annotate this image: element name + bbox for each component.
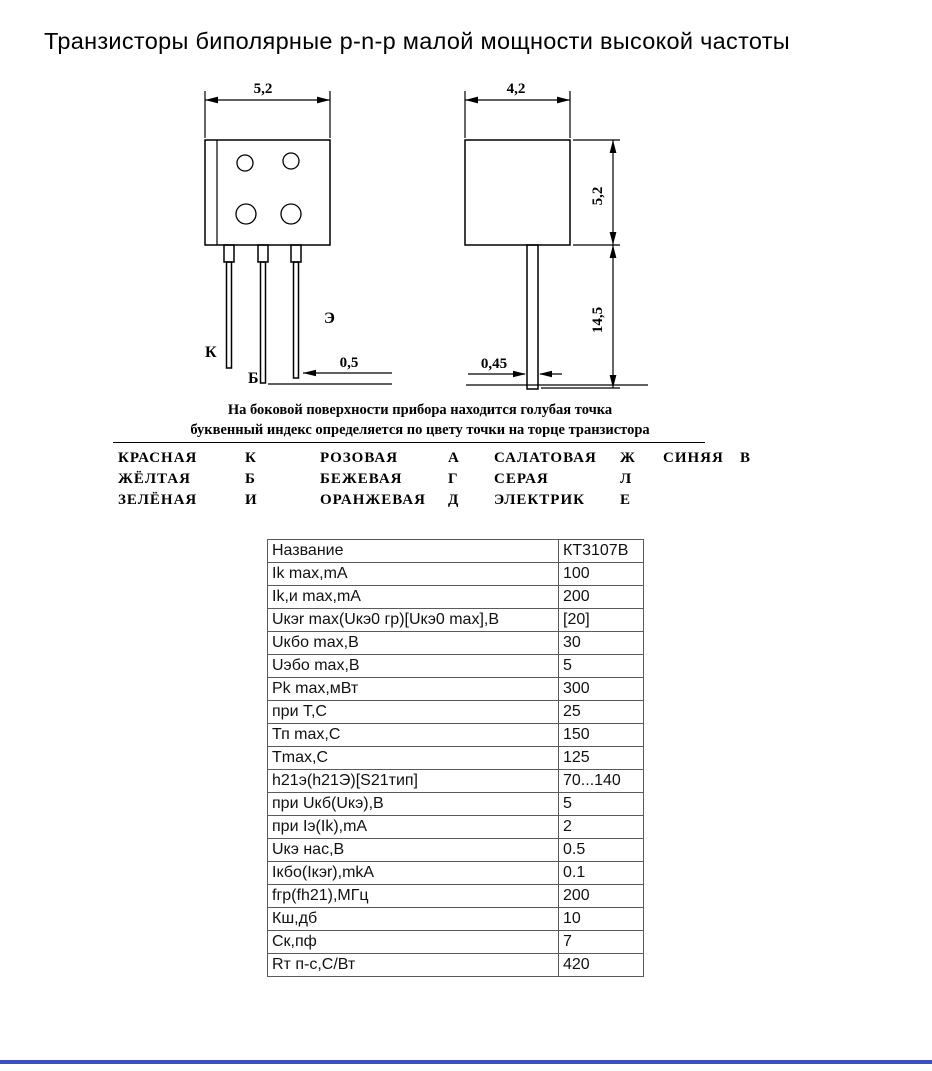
param-name-cell: Тп max,С xyxy=(268,724,559,747)
param-value-cell: 10 xyxy=(559,908,644,931)
param-value-cell: 200 xyxy=(559,586,644,609)
collector-lead xyxy=(224,245,234,368)
table-row xyxy=(268,655,644,678)
param-name-cell: при Iэ(Ik),mA xyxy=(268,816,559,839)
table-row xyxy=(268,793,644,816)
side-lead-length-dim-label: 14,5 xyxy=(590,306,606,334)
front-width-dim-label: 5,2 xyxy=(253,81,273,97)
note-line-2: буквенный индекс определяется по цвету точки на торце транзистора xyxy=(190,422,650,438)
legend-color-name: ЖЁЛТАЯ xyxy=(118,471,191,487)
table-row xyxy=(268,816,644,839)
emitter-pin-label: Э xyxy=(324,310,335,327)
table-row xyxy=(268,954,644,977)
table-row xyxy=(268,908,644,931)
param-value-cell: 2 xyxy=(559,816,644,839)
param-name-cell: Ск,пф xyxy=(268,931,559,954)
table-row xyxy=(268,747,644,770)
legend-code-letter: Ж xyxy=(620,450,636,466)
package-drawings xyxy=(0,80,932,410)
parameters-table xyxy=(267,539,644,977)
legend-code-letter: И xyxy=(245,492,258,508)
front-lead-width-dim-label: 0,5 xyxy=(339,355,359,371)
lead-hole xyxy=(237,155,253,171)
side-view-drawing xyxy=(465,81,648,389)
color-code-legend xyxy=(118,450,780,513)
param-name-cell: Pk max,мВт xyxy=(268,678,559,701)
legend-color-name: БЕЖЕВАЯ xyxy=(320,471,403,487)
legend-color-name: КРАСНАЯ xyxy=(118,450,198,466)
table-row xyxy=(268,770,644,793)
param-name-cell: Rт п-с,С/Вт xyxy=(268,954,559,977)
param-value-cell: 7 xyxy=(559,931,644,954)
param-value-cell: 5 xyxy=(559,655,644,678)
legend-code-letter: А xyxy=(448,450,460,466)
legend-code-letter: В xyxy=(740,450,752,466)
param-value-cell: 5 xyxy=(559,793,644,816)
param-value-cell: 300 xyxy=(559,678,644,701)
param-value-cell: 25 xyxy=(559,701,644,724)
param-name-cell: при Uкб(Uкэ),В xyxy=(268,793,559,816)
legend-code-letter: К xyxy=(245,450,257,466)
param-value-cell: КТ3107В xyxy=(559,540,644,563)
param-value-cell: 0.1 xyxy=(559,862,644,885)
param-name-cell: при Т,С xyxy=(268,701,559,724)
param-value-cell: 420 xyxy=(559,954,644,977)
note-divider xyxy=(113,442,705,443)
param-name-cell: fгр(fh21),МГц xyxy=(268,885,559,908)
table-row xyxy=(268,632,644,655)
param-name-cell: h21э(h21Э)[S21тип] xyxy=(268,770,559,793)
legend-color-name: СЕРАЯ xyxy=(494,471,549,487)
lead-hole xyxy=(281,204,301,224)
note-block xyxy=(130,400,710,440)
table-row xyxy=(268,563,644,586)
legend-code-letter: Б xyxy=(245,471,256,487)
table-row xyxy=(268,609,644,632)
table-row xyxy=(268,931,644,954)
param-value-cell: 70...140 xyxy=(559,770,644,793)
table-row xyxy=(268,586,644,609)
legend-color-name: САЛАТОВАЯ xyxy=(494,450,597,466)
param-name-cell: Tmax,С xyxy=(268,747,559,770)
legend-color-name: РОЗОВАЯ xyxy=(320,450,399,466)
lead-hole xyxy=(283,153,299,169)
page-title: Транзисторы биполярные p-n-p малой мощности высокой частоты xyxy=(44,28,790,54)
side-lead xyxy=(527,245,538,389)
base-lead xyxy=(258,245,268,383)
legend-code-letter: Л xyxy=(620,471,633,487)
note-line-1: На боковой поверхности прибора находится голубая точка xyxy=(227,402,613,418)
param-value-cell: 100 xyxy=(559,563,644,586)
param-value-cell: 200 xyxy=(559,885,644,908)
param-name-cell: Uкэ нас,В xyxy=(268,839,559,862)
legend-color-name: СИНЯЯ xyxy=(663,450,724,466)
legend-code-letter: Е xyxy=(620,492,632,508)
param-name-cell: Uкэr max(Uкэ0 гр)[Uкэ0 max],В xyxy=(268,609,559,632)
param-name-cell: Iкбо(Iкэr),mkA xyxy=(268,862,559,885)
param-value-cell: 0.5 xyxy=(559,839,644,862)
side-height-dim-label: 5,2 xyxy=(590,186,606,206)
table-row xyxy=(268,862,644,885)
footer-divider xyxy=(0,1060,932,1064)
param-value-cell: 150 xyxy=(559,724,644,747)
table-row xyxy=(268,701,644,724)
param-name-cell: Ik,и max,mA xyxy=(268,586,559,609)
param-name-cell: Uэбо max,В xyxy=(268,655,559,678)
legend-color-name: ЗЕЛЁНАЯ xyxy=(118,492,198,508)
legend-color-name: ОРАНЖЕВАЯ xyxy=(320,492,426,508)
table-row xyxy=(268,839,644,862)
table-row xyxy=(268,540,644,563)
lead-hole xyxy=(236,204,256,224)
legend-code-letter: Д xyxy=(448,492,460,508)
param-value-cell: [20] xyxy=(559,609,644,632)
side-lead-width-dim-label: 0,45 xyxy=(480,356,508,372)
param-value-cell: 30 xyxy=(559,632,644,655)
legend-color-name: ЭЛЕКТРИК xyxy=(494,492,585,508)
table-row xyxy=(268,678,644,701)
legend-code-letter: Г xyxy=(448,471,459,487)
param-value-cell: 125 xyxy=(559,747,644,770)
side-width-dim-label: 4,2 xyxy=(506,81,526,97)
package-body-side xyxy=(465,140,570,245)
param-name-cell: Ik max,mA xyxy=(268,563,559,586)
emitter-lead xyxy=(291,245,301,378)
table-row xyxy=(268,724,644,747)
front-view-drawing xyxy=(205,81,392,387)
param-name-cell: Uкбо max,В xyxy=(268,632,559,655)
collector-pin-label: К xyxy=(205,344,217,361)
param-name-cell: Название xyxy=(268,540,559,563)
package-body-front xyxy=(205,140,330,245)
table-row xyxy=(268,885,644,908)
base-pin-label: Б xyxy=(248,370,259,387)
param-name-cell: Кш,дб xyxy=(268,908,559,931)
